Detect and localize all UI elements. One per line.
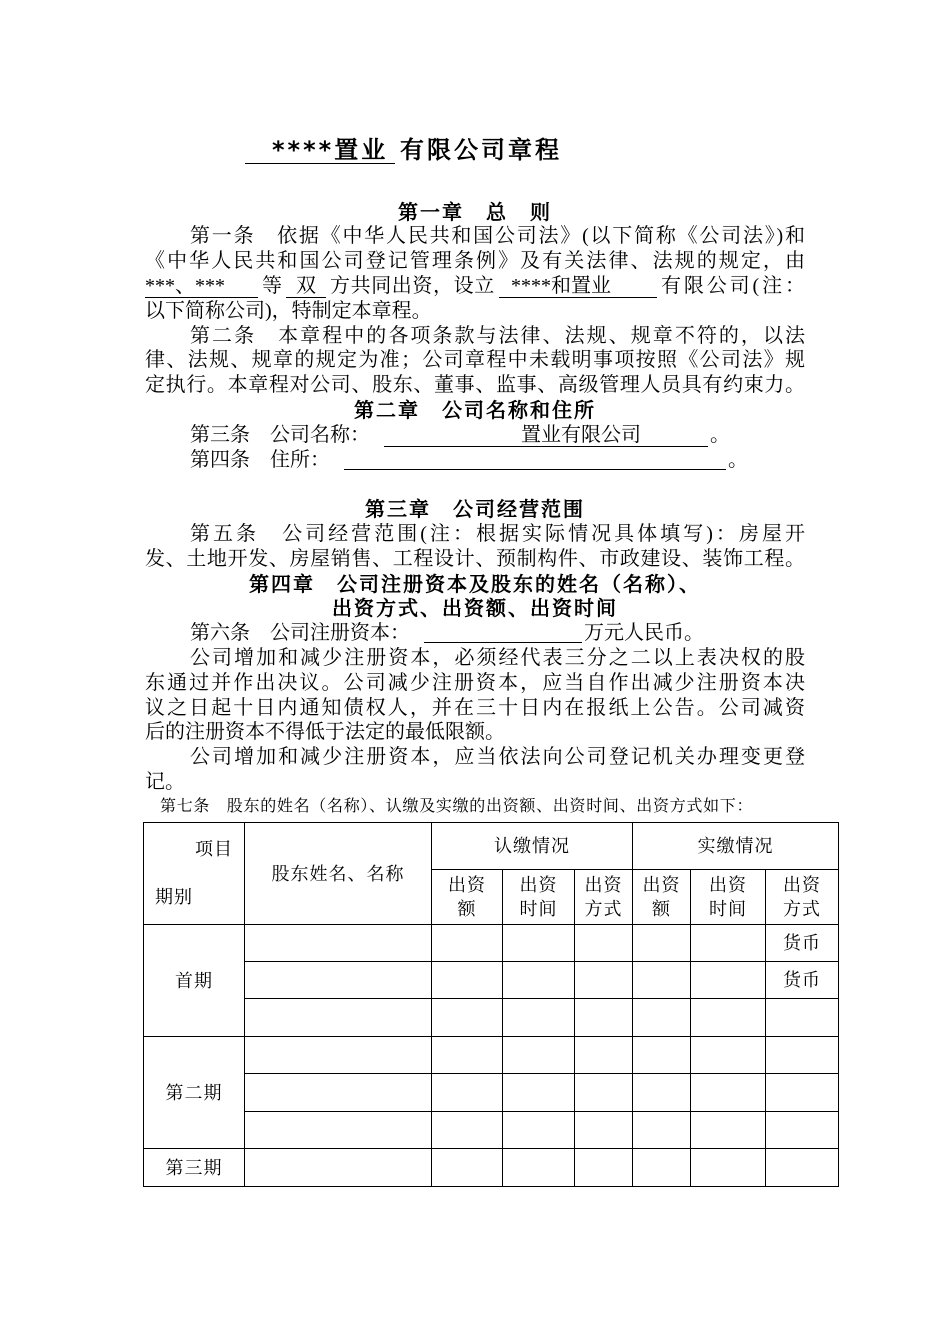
paid-amount-cell — [633, 999, 691, 1037]
period-cell-third: 第三期 — [144, 1149, 245, 1187]
chapter3-heading: 第三章 公司经营范围 — [365, 497, 585, 522]
article6-line — [145, 621, 805, 646]
paid-amount-cell — [633, 962, 691, 999]
article4-end: 。 — [728, 448, 748, 471]
article1-line2: 《中华人民共和国公司登记管理条例》及有关法律、法规的规定，由 — [145, 250, 805, 273]
article7-caption: 第七条 股东的姓名（名称）、认缴及实缴的出资额、出资时间、出资方式如下： — [160, 797, 754, 815]
subscribed-time-cell — [503, 1149, 575, 1187]
title-suffix: 有限公司章程 — [400, 136, 562, 164]
table-row — [144, 1074, 839, 1112]
period-cell-second: 第二期 — [144, 1037, 245, 1149]
period-cell-first: 首期 — [144, 925, 245, 1037]
paid-method-cell — [766, 1149, 839, 1187]
subscribed-time-label: 出资时间 — [519, 875, 558, 919]
document-body — [145, 200, 805, 820]
subscribed-method-cell — [575, 1037, 633, 1074]
article5-line1: 第五条 公司经营范围(注：根据实际情况具体填写)：房屋开 — [190, 522, 805, 545]
shareholder-name-cell — [245, 999, 432, 1037]
paid-amount-label: 出资额 — [642, 875, 681, 919]
subscribed-method-cell — [575, 1112, 633, 1149]
subscribed-method-header — [575, 870, 633, 925]
paid-method-header — [766, 870, 839, 925]
article1-line3 — [145, 274, 805, 299]
article2-line3: 定执行。本章程对公司、股东、董事、监事、高级管理人员具有约束力。 — [145, 374, 805, 397]
shareholders-blank: ***、*** — [145, 276, 258, 298]
paid-time-cell — [691, 1074, 766, 1112]
paid-time-cell — [691, 999, 766, 1037]
subscribed-method-cell — [575, 1074, 633, 1112]
company-name-field: 置业有限公司 — [384, 425, 708, 447]
paid-method-label: 出资方式 — [783, 875, 822, 919]
subscribed-amount-cell — [432, 1149, 503, 1187]
subscribed-amount-header — [432, 870, 503, 925]
paid-time-cell — [691, 962, 766, 999]
shareholder-name-cell — [245, 1149, 432, 1187]
subscribed-method-cell — [575, 999, 633, 1037]
chapter1-heading: 第一章 总 则 — [398, 199, 552, 224]
capital-paragraph1-line2: 东通过并作出决议。公司减少注册资本，应当自作出减少注册资本决 — [145, 671, 805, 694]
paid-time-label: 出资时间 — [709, 875, 748, 919]
article6-end: 万元人民币。 — [584, 622, 704, 645]
chapter2-heading: 第二章 公司名称和住所 — [354, 397, 596, 422]
table-row — [144, 999, 839, 1037]
subscribed-time-cell — [503, 1037, 575, 1074]
chapter4-heading-line2: 出资方式、出资额、出资时间 — [332, 596, 618, 621]
subscribed-header: 认缴情况 — [432, 823, 633, 870]
article5-line2: 发、土地开发、房屋销售、工程设计、预制构件、市政建设、装饰工程。 — [145, 547, 805, 570]
article6-label: 第六条 公司注册资本： — [190, 622, 410, 645]
registered-capital-field — [424, 642, 582, 643]
subscribed-time-cell — [503, 1112, 575, 1149]
subscribed-method-label: 出资方式 — [584, 875, 623, 919]
article1-line4: 以下简称公司)，特制定本章程。 — [145, 299, 432, 322]
article2-line2: 律、法规、规章的规定为准；公司章程中未载明事项按照《公司法》规 — [145, 349, 805, 372]
subscribed-time-cell — [503, 999, 575, 1037]
title-company-blank: ****置业 — [245, 137, 395, 164]
document-title — [245, 136, 562, 164]
capital-paragraph2-line2: 记。 — [145, 770, 185, 793]
blank-line — [145, 472, 805, 497]
table-row — [144, 962, 839, 999]
shareholder-name-cell — [245, 1112, 432, 1149]
company-suffix-text: 有限公司(注： — [661, 274, 805, 297]
subscribed-amount-cell — [432, 1037, 503, 1074]
article3-label: 第三条 公司名称： — [190, 423, 370, 446]
capital-contribution-table — [143, 822, 839, 1187]
paid-method-cell — [766, 999, 839, 1037]
subscribed-method-cell — [575, 925, 633, 962]
corner-item-label: 项目 — [195, 839, 233, 859]
capital-paragraph2-line1: 公司增加和减少注册资本，应当依法向公司登记机关办理变更登 — [190, 746, 805, 769]
article3-end: 。 — [710, 423, 730, 446]
article2-line1: 第二条 本章程中的各项条款与法律、法规、规章不符的，以法 — [190, 324, 805, 347]
table-row — [144, 925, 839, 962]
paid-time-cell — [691, 1037, 766, 1074]
subscribed-time-cell — [503, 962, 575, 999]
corner-header-cell — [144, 823, 245, 925]
paid-amount-cell — [633, 1074, 691, 1112]
article4-line — [145, 448, 805, 473]
article1-line1: 第一条 依据《中华人民共和国公司法》(以下简称《公司法》)和 — [190, 225, 805, 248]
table-header-row1 — [144, 823, 839, 870]
capital-paragraph1-line3: 议之日起十日内通知债权人，并在三十日内在报纸上公告。公司减资 — [145, 696, 805, 719]
shareholder-header: 股东姓名、名称 — [245, 823, 432, 925]
paid-method-cell: 货币 — [766, 962, 839, 999]
paid-method-cell — [766, 1074, 839, 1112]
paid-time-header — [691, 870, 766, 925]
paid-time-cell — [691, 1112, 766, 1149]
paid-amount-cell — [633, 925, 691, 962]
paid-amount-cell — [633, 1112, 691, 1149]
subscribed-time-cell — [503, 1074, 575, 1112]
subscribed-amount-cell — [432, 999, 503, 1037]
subscribed-amount-label: 出资额 — [448, 875, 486, 919]
corner-period-label: 期别 — [155, 887, 193, 907]
paid-amount-cell — [633, 1149, 691, 1187]
paid-time-cell — [691, 1149, 766, 1187]
party-count-blank: 双 — [286, 276, 326, 298]
shareholder-name-cell — [245, 962, 432, 999]
capital-paragraph1-line4: 后的注册资本不得低于法定的最低限额。 — [145, 721, 505, 744]
subscribed-amount-cell — [432, 1112, 503, 1149]
shareholder-name-cell — [245, 1074, 432, 1112]
table-row — [144, 1112, 839, 1149]
connector-text: 等 — [262, 274, 282, 297]
subscribed-time-header — [503, 870, 575, 925]
corner-header-box — [144, 823, 244, 924]
subscribed-method-cell — [575, 962, 633, 999]
table-row — [144, 1149, 839, 1187]
paid-header: 实缴情况 — [633, 823, 839, 870]
subscribed-time-cell — [503, 925, 575, 962]
shareholder-name-cell — [245, 1037, 432, 1074]
paid-method-cell: 货币 — [766, 925, 839, 962]
subscribed-amount-cell — [432, 962, 503, 999]
subscribed-amount-cell — [432, 925, 503, 962]
paid-amount-cell — [633, 1037, 691, 1074]
article3-line — [145, 423, 805, 448]
paid-method-cell — [766, 1112, 839, 1149]
chapter4-heading-line1: 第四章 公司注册资本及股东的姓名（名称）、 — [249, 571, 701, 596]
paid-time-cell — [691, 925, 766, 962]
address-field — [344, 469, 726, 470]
subscribed-method-cell — [575, 1149, 633, 1187]
shareholder-name-cell — [245, 925, 432, 962]
joint-investment-text: 方共同出资，设立 — [330, 274, 495, 297]
capital-paragraph1-line1: 公司增加和减少注册资本，必须经代表三分之二以上表决权的股 — [190, 646, 805, 669]
paid-method-cell — [766, 1037, 839, 1074]
paid-amount-header — [633, 870, 691, 925]
article4-label: 第四条 住所： — [190, 448, 330, 471]
table-row — [144, 1037, 839, 1074]
company-name-blank: ****和置业 — [499, 276, 657, 298]
subscribed-amount-cell — [432, 1074, 503, 1112]
